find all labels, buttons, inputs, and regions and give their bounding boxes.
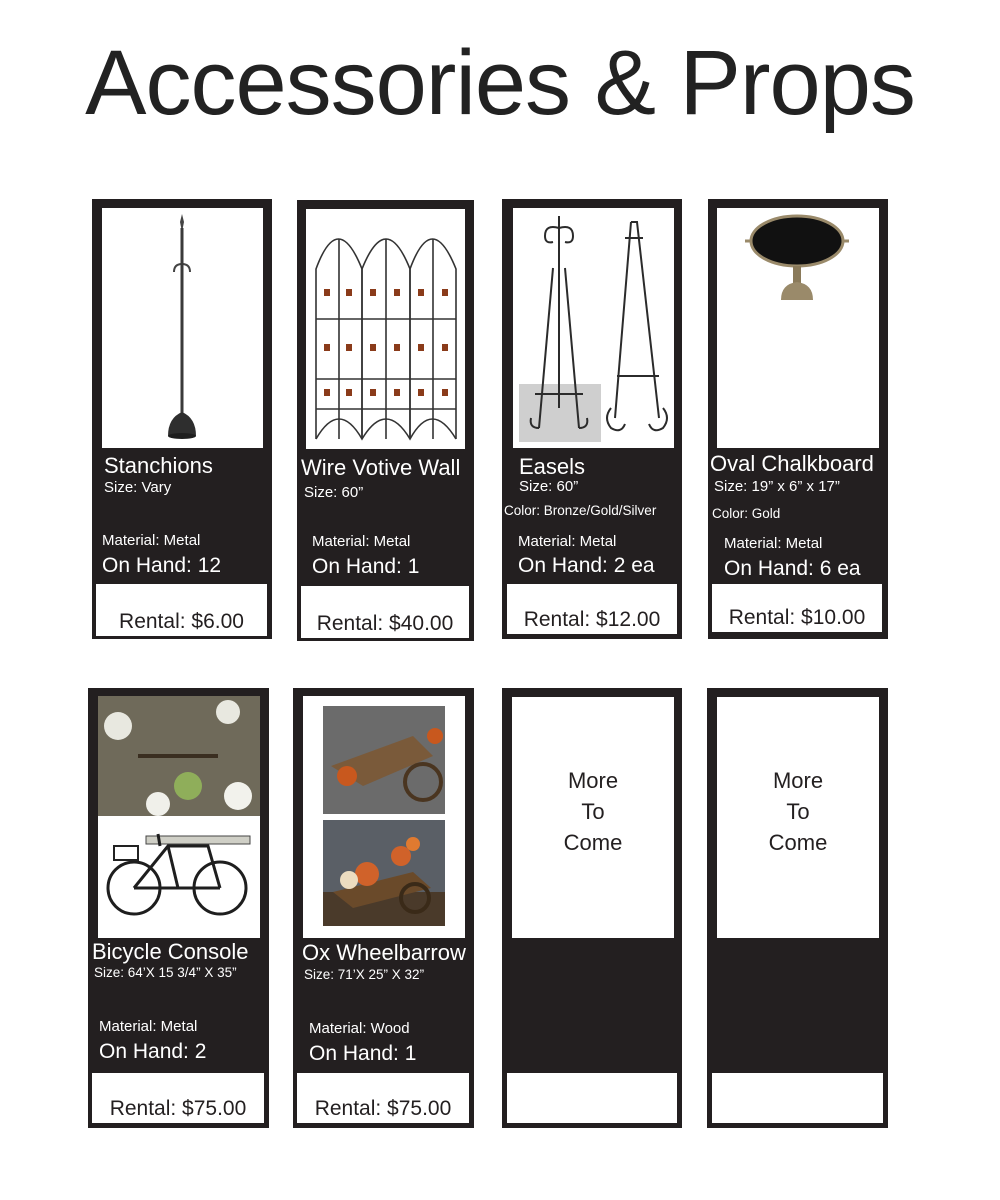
wheelbarrow-icon <box>303 696 465 938</box>
product-name: Easels <box>519 454 586 479</box>
product-on-hand: On Hand: 2 <box>99 1040 207 1063</box>
product-material: Material: Metal <box>102 532 201 549</box>
product-rental: Rental: $10.00 <box>728 606 866 629</box>
product-size: Size: 60” <box>519 478 579 495</box>
product-size: Size: Vary <box>104 479 172 496</box>
product-photo <box>717 208 879 448</box>
product-card-stanchions[interactable] <box>92 199 272 639</box>
product-material: Material: Metal <box>518 533 617 550</box>
product-name: Stanchions <box>104 453 213 478</box>
votive-wall-icon <box>306 209 465 449</box>
product-on-hand: On Hand: 1 <box>309 1042 417 1065</box>
product-photo <box>513 208 674 448</box>
product-on-hand: On Hand: 2 ea <box>518 554 655 577</box>
product-rental: Rental: $75.00 <box>314 1097 452 1120</box>
product-material: Material: Metal <box>724 535 823 552</box>
product-name: Ox Wheelbarrow <box>302 940 466 965</box>
product-name: Wire Votive Wall <box>301 455 461 480</box>
product-size: Size: 71’X 25” X 32” <box>304 967 425 982</box>
product-card-wire-votive-wall[interactable] <box>297 200 474 641</box>
product-rental: Rental: $40.00 <box>316 612 454 635</box>
placeholder-panel <box>717 697 879 938</box>
product-photo <box>306 209 465 449</box>
product-on-hand: On Hand: 12 <box>102 554 222 577</box>
more-to-come-text: More To Come <box>768 768 828 855</box>
product-card-ox-wheelbarrow[interactable] <box>293 688 474 1128</box>
placeholder-price-box <box>507 1073 677 1123</box>
product-photo <box>98 696 260 938</box>
product-rental-box[interactable] <box>301 586 469 638</box>
product-rental: Rental: $75.00 <box>109 1097 247 1120</box>
product-on-hand: On Hand: 1 <box>312 555 420 578</box>
product-on-hand: On Hand: 6 ea <box>724 557 861 580</box>
placeholder-panel <box>512 697 674 938</box>
product-card-bicycle-console[interactable] <box>88 688 269 1128</box>
product-size: Size: 19” x 6” x 17” <box>714 478 840 495</box>
placeholder-card <box>707 688 888 1128</box>
product-size: Size: 60” <box>304 484 364 501</box>
product-rental-box[interactable] <box>507 584 677 634</box>
product-material: Material: Wood <box>309 1020 410 1037</box>
product-rental: Rental: $12.00 <box>523 608 661 631</box>
product-name: Oval Chalkboard <box>710 451 874 476</box>
bicycle-console-icon <box>98 696 260 938</box>
product-rental-box[interactable] <box>96 584 267 636</box>
product-rental-box[interactable] <box>712 584 882 632</box>
stanchion-icon <box>102 208 263 448</box>
product-material: Material: Metal <box>312 533 411 550</box>
product-color: Color: Gold <box>712 506 781 521</box>
product-rental-box[interactable] <box>92 1073 264 1123</box>
placeholder-card <box>502 688 682 1128</box>
product-size: Size: 64’X 15 3/4” X 35” <box>94 965 237 980</box>
product-photo <box>303 696 465 938</box>
product-card-oval-chalkboard[interactable] <box>708 199 888 639</box>
product-name: Bicycle Console <box>92 939 249 964</box>
oval-chalkboard-icon <box>717 208 879 448</box>
product-material: Material: Metal <box>99 1018 198 1035</box>
product-photo <box>102 208 263 448</box>
product-rental-box[interactable] <box>297 1073 469 1123</box>
easel-icon <box>513 208 674 448</box>
product-color: Color: Bronze/Gold/Silver <box>504 503 657 518</box>
product-card-easels[interactable] <box>502 199 682 639</box>
product-rental: Rental: $6.00 <box>119 610 244 633</box>
placeholder-price-box <box>712 1073 883 1123</box>
page-title: Accessories & Props <box>85 32 915 134</box>
more-to-come-text: More To Come <box>563 768 623 855</box>
